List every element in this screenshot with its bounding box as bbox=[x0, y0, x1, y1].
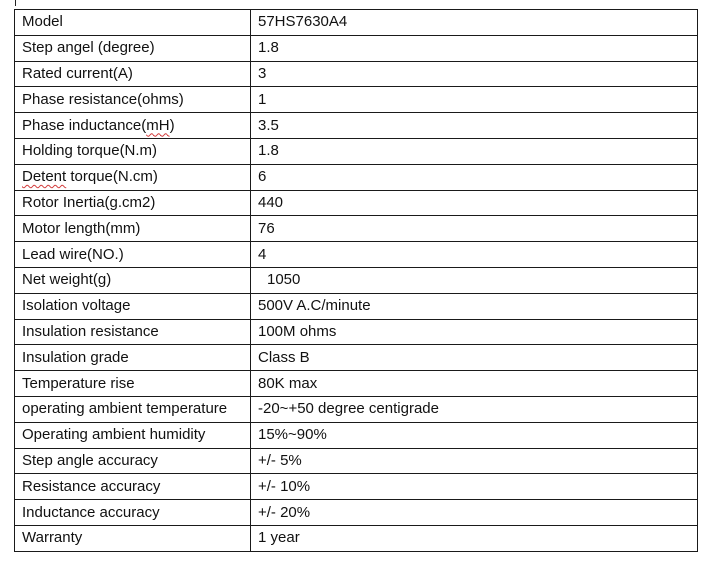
spec-label: Phase resistance(ohms) bbox=[15, 87, 251, 113]
spec-value: 6 bbox=[251, 164, 698, 190]
spec-value: 1.8 bbox=[251, 35, 698, 61]
spec-value: 1 year bbox=[251, 525, 698, 551]
spec-value: 57HS7630A4 bbox=[251, 10, 698, 36]
spec-value: +/- 20% bbox=[251, 500, 698, 526]
spec-value: 4 bbox=[251, 242, 698, 268]
table-row bbox=[15, 474, 698, 500]
spec-value: 76 bbox=[251, 216, 698, 242]
spec-label-part: Phase inductance( bbox=[22, 116, 147, 134]
spec-value: 100M ohms bbox=[251, 319, 698, 345]
table-row bbox=[15, 61, 698, 87]
spec-label: Temperature rise bbox=[15, 371, 251, 397]
spec-label: Resistance accuracy bbox=[15, 474, 251, 500]
table-row bbox=[15, 525, 698, 551]
table-row bbox=[15, 35, 698, 61]
table-row bbox=[15, 10, 698, 36]
spec-label: Step angel (degree) bbox=[15, 35, 251, 61]
spec-value: -20~+50 degree centigrade bbox=[251, 396, 698, 422]
spec-value: +/- 10% bbox=[251, 474, 698, 500]
spec-label: Motor length(mm) bbox=[15, 216, 251, 242]
table-row bbox=[15, 371, 698, 397]
spec-value: 1 bbox=[251, 87, 698, 113]
table-row bbox=[15, 164, 698, 190]
table-row bbox=[15, 113, 698, 139]
table-row bbox=[15, 345, 698, 371]
spec-value: +/- 5% bbox=[251, 448, 698, 474]
spec-value: 1050 bbox=[251, 267, 698, 293]
spec-value: 3 bbox=[251, 61, 698, 87]
table-row bbox=[15, 138, 698, 164]
spellcheck-word: mH bbox=[146, 116, 170, 134]
spec-label-part: ) bbox=[169, 116, 175, 134]
table-row bbox=[15, 396, 698, 422]
spec-value: 3.5 bbox=[251, 113, 698, 139]
spec-value: 440 bbox=[251, 190, 698, 216]
table-row bbox=[15, 293, 698, 319]
spec-label: operating ambient temperature bbox=[15, 396, 251, 422]
spec-label: Rated current(A) bbox=[15, 61, 251, 87]
spec-label: Operating ambient humidity bbox=[15, 422, 251, 448]
table-row bbox=[15, 190, 698, 216]
spec-label: Lead wire(NO.) bbox=[15, 242, 251, 268]
spec-value: 500V A.C/minute bbox=[251, 293, 698, 319]
spec-value: 15%~90% bbox=[251, 422, 698, 448]
spec-label bbox=[15, 164, 251, 190]
spec-label: Net weight(g) bbox=[15, 267, 251, 293]
spec-label: Rotor Inertia(g.cm2) bbox=[15, 190, 251, 216]
spec-value: 80K max bbox=[251, 371, 698, 397]
spec-value: Class B bbox=[251, 345, 698, 371]
table-row bbox=[15, 87, 698, 113]
spec-label: Isolation voltage bbox=[15, 293, 251, 319]
spec-label: Model bbox=[15, 10, 251, 36]
spec-label: Insulation resistance bbox=[15, 319, 251, 345]
spec-label: Warranty bbox=[15, 525, 251, 551]
spec-label-part: torque(N.cm) bbox=[66, 168, 158, 186]
spec-label: Inductance accuracy bbox=[15, 500, 251, 526]
table-row bbox=[15, 500, 698, 526]
spec-value: 1.8 bbox=[251, 138, 698, 164]
spec-label: Insulation grade bbox=[15, 345, 251, 371]
table-row bbox=[15, 267, 698, 293]
table-row bbox=[15, 319, 698, 345]
table-row bbox=[15, 448, 698, 474]
spec-label: Holding torque(N.m) bbox=[15, 138, 251, 164]
spec-label: Step angle accuracy bbox=[15, 448, 251, 474]
spec-table bbox=[14, 9, 698, 552]
spec-label bbox=[15, 113, 251, 139]
corner-mark bbox=[15, 0, 16, 6]
spellcheck-word: Detent bbox=[22, 168, 67, 186]
table-row bbox=[15, 216, 698, 242]
table-row bbox=[15, 422, 698, 448]
table-row bbox=[15, 242, 698, 268]
